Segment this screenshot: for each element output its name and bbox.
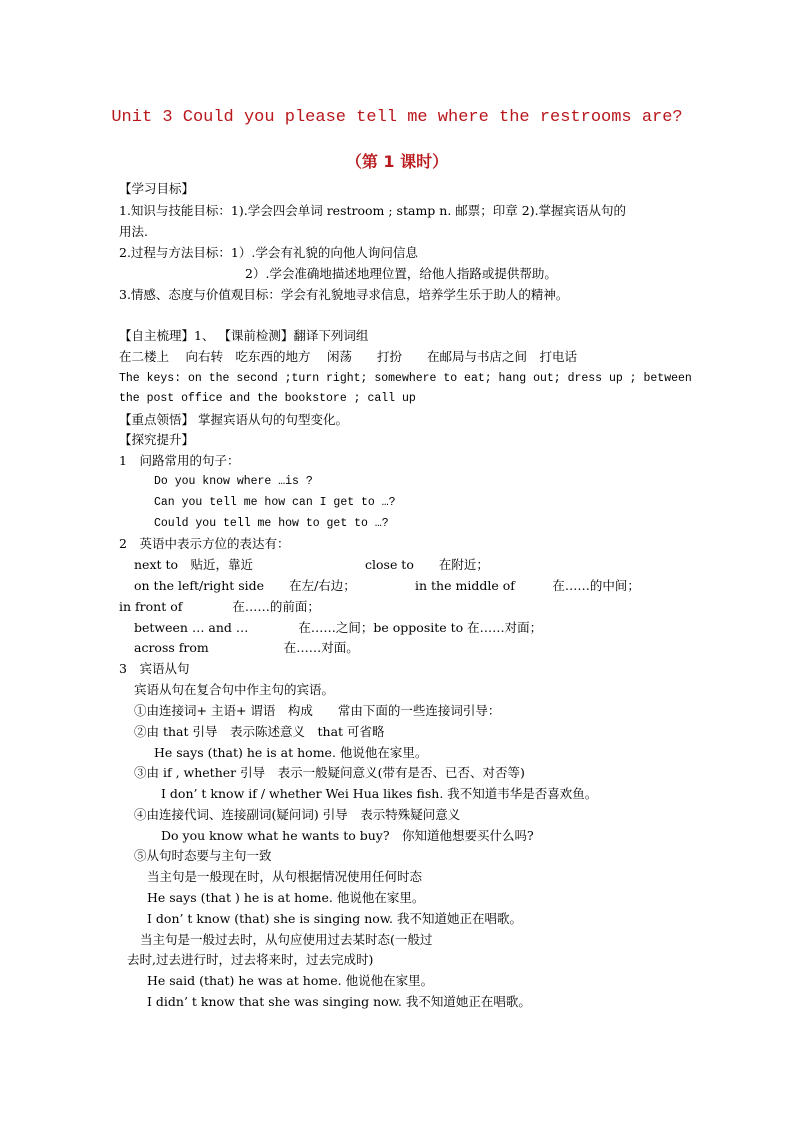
rule-5-past-line-2: 去时,过去进行时，过去将来时，过去完成时) bbox=[127, 952, 374, 967]
rule-5-example-4: I didn’ t know that she was singing now. 我不知道她正在唱歌。 bbox=[147, 994, 531, 1009]
section-2-heading: 2 英语中表示方位的表达有： bbox=[119, 536, 290, 551]
section-1-line-3: Could you tell me how to get to …? bbox=[154, 517, 389, 530]
rule-5-example-2: I don’ t know (that) she is singing now. 我不知道她正在唱歌。 bbox=[147, 911, 522, 926]
expr-across: across from 在……对面。 bbox=[134, 640, 359, 655]
rule-4-example: Do you know what he wants to buy? 你知道他想要买什么吗? bbox=[161, 828, 534, 843]
section-3-intro: 宾语从句在复合句中作主句的宾语。 bbox=[134, 682, 335, 697]
expr-next-to: next to 贴近，靠近 bbox=[134, 557, 254, 572]
explore-heading: 【探究提升】 bbox=[119, 432, 195, 447]
objective-1-line-1: 1.知识与技能目标：1).学会四会单词 restroom ; stamp n. 邮票；印章 2).掌握宾语从句的 bbox=[119, 203, 627, 218]
rule-2-example: He says (that) he is at home. 他说他在家里。 bbox=[154, 745, 428, 760]
rule-4: ④由连接代词、连接副词(疑问词) 引导 表示特殊疑问意义 bbox=[134, 807, 461, 822]
rule-2: ②由 that 引导 表示陈述意义 that 可省略 bbox=[134, 724, 385, 739]
rule-5-example-1: He says (that ) he is at home. 他说他在家里。 bbox=[147, 890, 425, 905]
key-points: 【重点领悟】 掌握宾语从句的句型变化。 bbox=[119, 412, 348, 427]
objective-1-line-2: 用法. bbox=[119, 224, 148, 239]
rule-5-example-3: He said (that) he was at home. 他说他在家里。 bbox=[147, 973, 434, 988]
objective-3: 3.情感、态度与价值观目标：学会有礼貌地寻求信息，培养学生乐于助人的精神。 bbox=[119, 287, 569, 302]
expr-middle: in the middle of 在……的中间； bbox=[415, 578, 640, 593]
rule-3-example: I don’ t know if / whether Wei Hua likes fish. 我不知道韦华是否喜欢鱼。 bbox=[161, 786, 598, 801]
expr-left-right: on the left/right side 在左/右边； bbox=[134, 578, 356, 593]
document-title: Unit 3 Could you please tell me where the restrooms are? bbox=[111, 108, 683, 127]
rule-3: ③由 if , whether 引导 表示一般疑问意义(带有是否、已否、对否等) bbox=[134, 765, 525, 780]
keys-line-2: the post office and the bookstore ; call up bbox=[119, 392, 416, 405]
section-1-line-2: Can you tell me how can I get to …? bbox=[154, 496, 396, 509]
rule-5: ⑤从句时态要与主句一致 bbox=[134, 848, 272, 863]
keys-line-1: The keys: on the second ;turn right; somewhere to eat; hang out; dress up ; between bbox=[119, 372, 692, 385]
expr-between: between … and … 在……之间；be opposite to 在……对面； bbox=[134, 620, 543, 635]
objectives-heading: 【学习目标】 bbox=[119, 181, 195, 196]
phrases-chinese: 在二楼上 向右转 吃东西的地方 闲荡 打扮 在邮局与书店之间 打电话 bbox=[119, 349, 577, 364]
rule-5-present: 当主句是一般现在时，从句根据情况使用任何时态 bbox=[147, 869, 423, 884]
section-1-heading: 1 问路常用的句子： bbox=[119, 453, 240, 468]
section-3-heading: 3 宾语从句 bbox=[119, 661, 190, 676]
rule-1: ①由连接词+ 主语+ 谓语 构成 常由下面的一些连接词引导： bbox=[134, 703, 501, 718]
expr-close-to: close to 在附近； bbox=[365, 557, 489, 572]
section-1-line-1: Do you know where …is ? bbox=[154, 475, 313, 488]
objective-2-line-2: 2）.学会准确地描述地理位置，给他人指路或提供帮助。 bbox=[245, 266, 557, 281]
document-subtitle: （第 1 课时） bbox=[345, 152, 449, 171]
objective-2-line-1: 2.过程与方法目标：1）.学会有礼貌的向他人询问信息 bbox=[119, 245, 418, 260]
rule-5-past-line-1: 当主句是一般过去时，从句应使用过去某时态(一般过 bbox=[140, 932, 433, 947]
self-study-heading: 【自主梳理】1、 【课前检测】翻译下列词组 bbox=[119, 328, 369, 343]
expr-front: in front of 在……的前面； bbox=[119, 599, 320, 614]
